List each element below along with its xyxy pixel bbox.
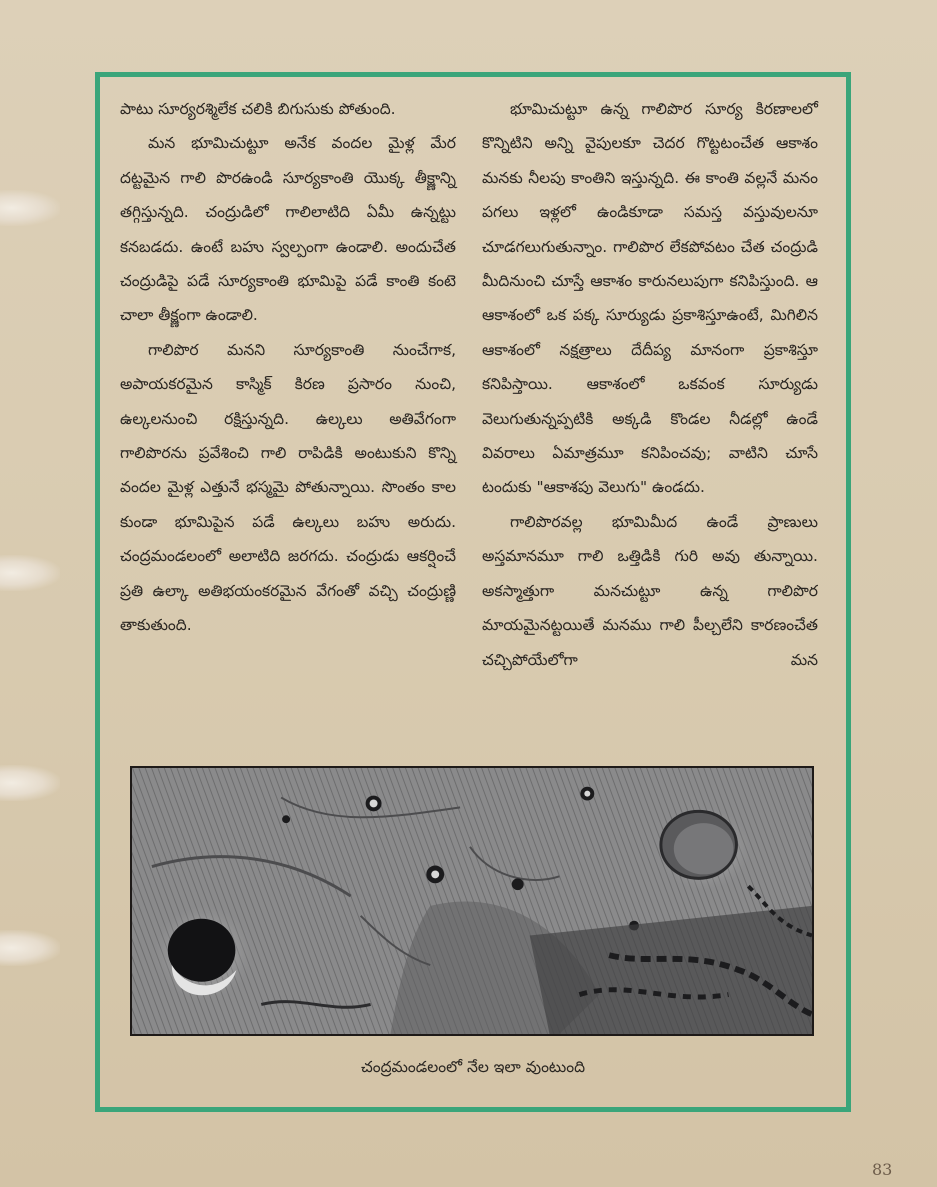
moon-surface-drawing xyxy=(132,768,812,1034)
binding-hole xyxy=(0,930,60,966)
page-number: 83 xyxy=(872,1160,893,1179)
figure-caption: చంద్రమండలంలో నేల ఇలా వుంటుంది xyxy=(360,1058,586,1076)
paragraph: భూమిచుట్టూ ఉన్న గాలిపొర సూర్య కిరణాలలో కొన్నిటిని అన్ని వైపులకూ చెదర గొట్టటంచేత ఆకాశం మనకు నీలపు కాంతిని ఇస్తున్నది. ఈ కాంతి వల్లనే మనం పగలు ఇళ్లలో ఉండికూడా సమస్త వస్తువులనూ చూడగలుగుతున్నాం. గాలిపొర లేకపోవటం చేత చంద్రుడి మీదినుంచి చూస్తే ఆకాశం కారునలుపుగా కనిపిస్తుంది. ఆ ఆకాశంలో ఒక పక్క సూర్యుడు ప్రకాశిస్తూఉంటే, మిగిలిన ఆకాశంలో నక్షత్రాలు దేదీప్య మానంగా ప్రకాశిస్తూ కనిపిస్తాయి. ఆకాశంలో ఒకవంక సూర్యుడు వెలుగుతున్నప్పటికి అక్కడి కొండల నీడల్లో ఉండే వివరాలు ఏమాత్రమూ కనిపించవు; వాటిని చూసే టందుకు "ఆకాశపు వెలుగు" ఉండదు. xyxy=(482,100,818,497)
binding-hole xyxy=(0,765,60,801)
paragraph: పాటు సూర్యరశ్మిలేక చలికి బిగుసుకు పోతుంది. xyxy=(120,100,396,118)
binding-hole xyxy=(0,555,60,591)
moon-surface-illustration xyxy=(130,766,814,1036)
right-column xyxy=(482,92,818,677)
paragraph: గాలిపొరవల్ల భూమిమీద ఉండే ప్రాణులు అస్తమానమూ గాలి ఒత్తిడికి గురి అవు తున్నాయి. అకస్మాత్తుగా మనచుట్టూ ఉన్న గాలిపొర మాయమైనట్టయితే మనము గాలి పీల్చలేని కారణంచేత చచ్చిపోయేలోగా మన xyxy=(482,512,818,669)
binding-hole xyxy=(0,190,60,226)
left-column xyxy=(120,92,456,643)
paragraph: గాలిపొర మనని సూర్యకాంతి నుంచేగాక, అపాయకరమైన కాస్మిక్ కిరణ ప్రసారం నుంచి, ఉల్కలనుంచి రక్షిస్తున్నది. ఉల్కలు అతివేగంగా గాలిపొరను ప్రవేశించి గాలి రాపిడికి అంటుకుని కొన్ని వందల మైళ్ల ఎత్తునే భస్మమై పోతున్నాయి. సొంతం కాల కుండా భూమిపైన పడే ఉల్కలు బహు అరుదు. చంద్రమండలంలో అలాటిది జరగదు. చంద్రుడు ఆకర్షించే ప్రతి ఉల్కా అతిభయంకరమైన వేగంతో వచ్చి చంద్రుణ్ణి తాకుతుంది. xyxy=(120,340,456,635)
paragraph: మన భూమిచుట్టూ అనేక వందల మైళ్ల మేర దట్టమైన గాలి పొరఉండి సూర్యకాంతి యొక్క తీక్ష్ణాన్ని తగ్గిస్తున్నది. చంద్రుడిలో గాలిలాటిది ఏమీ ఉన్నట్టు కనబడదు. ఉంటే బహు స్వల్పంగా ఉండాలి. అందుచేత చంద్రుడిపై పడే సూర్యకాంతి భూమిపై పడే కాంతి కంటె చాలా తీక్ష్ణంగా ఉండాలి. xyxy=(120,134,456,325)
